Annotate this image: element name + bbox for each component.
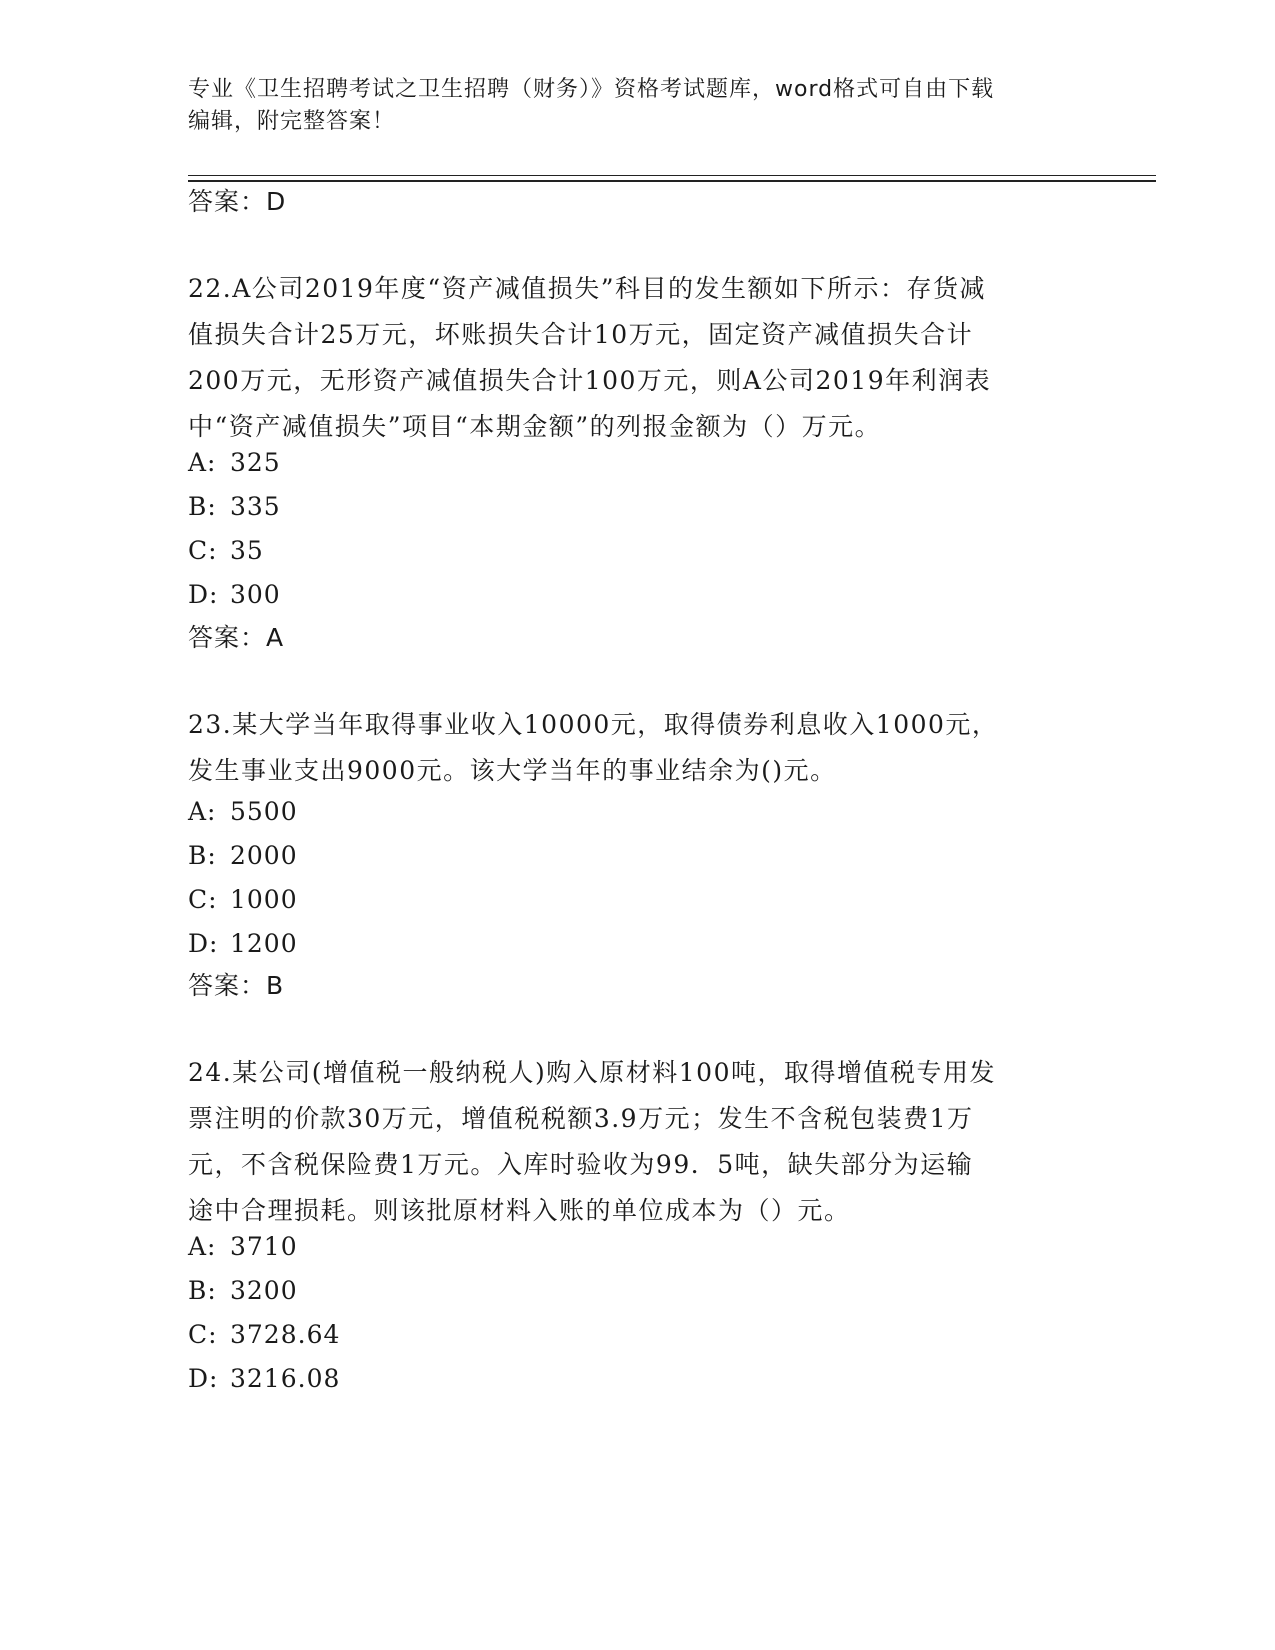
question-line: 200万元，无形资产减值损失合计100万元，则A公司2019年利润表 — [188, 366, 992, 395]
question-23 — [188, 702, 1088, 794]
option-d: D: 3216.08 — [188, 1364, 341, 1393]
header-line-2: 编辑，附完整答案！ — [188, 109, 396, 134]
document-header — [188, 74, 1088, 138]
question-line: 22.A公司2019年度“资产减值损失”科目的发生额如下所示：存货减 — [188, 274, 986, 303]
question-line: 途中合理损耗。则该批原材料入账的单位成本为（）元。 — [188, 1196, 851, 1225]
option-d: D: 300 — [188, 580, 281, 609]
question-line: 23.某大学当年取得事业收入10000元，取得债券利息收入1000元， — [188, 710, 999, 739]
option-c: C: 3728.64 — [188, 1320, 341, 1349]
header-divider-thin — [188, 175, 1156, 176]
question-22 — [188, 266, 1088, 450]
answer-22: 答案：A — [188, 623, 285, 652]
option-a: A: 325 — [188, 448, 281, 477]
option-c: C: 1000 — [188, 885, 298, 914]
option-b: B: 3200 — [188, 1276, 298, 1305]
question-line: 票注明的价款30万元，增值税税额3.9万元；发生不含税包装费1万 — [188, 1104, 974, 1133]
option-a: A: 5500 — [188, 797, 298, 826]
option-a: A: 3710 — [188, 1232, 298, 1261]
option-b: B: 335 — [188, 492, 281, 521]
question-line: 值损失合计25万元，坏账损失合计10万元，固定资产减值损失合计 — [188, 320, 974, 349]
question-line: 24.某公司(增值税一般纳税人)购入原材料100吨，取得增值税专用发 — [188, 1058, 996, 1087]
answer-23: 答案：B — [188, 971, 285, 1000]
previous-answer: 答案：D — [188, 187, 287, 216]
question-line: 中“资产减值损失”项目“本期金额”的列报金额为（）万元。 — [188, 412, 882, 441]
question-24 — [188, 1050, 1088, 1234]
header-line-1: 专业《卫生招聘考试之卫生招聘（财务）》资格考试题库，word格式可自由下载 — [188, 77, 995, 102]
question-line: 元，不含税保险费1万元。入库时验收为99．5吨，缺失部分为运输 — [188, 1150, 974, 1179]
question-line: 发生事业支出9000元。该大学当年的事业结余为()元。 — [188, 756, 837, 785]
header-divider-thick — [188, 180, 1156, 182]
option-d: D: 1200 — [188, 929, 298, 958]
option-b: B: 2000 — [188, 841, 298, 870]
option-c: C: 35 — [188, 536, 264, 565]
